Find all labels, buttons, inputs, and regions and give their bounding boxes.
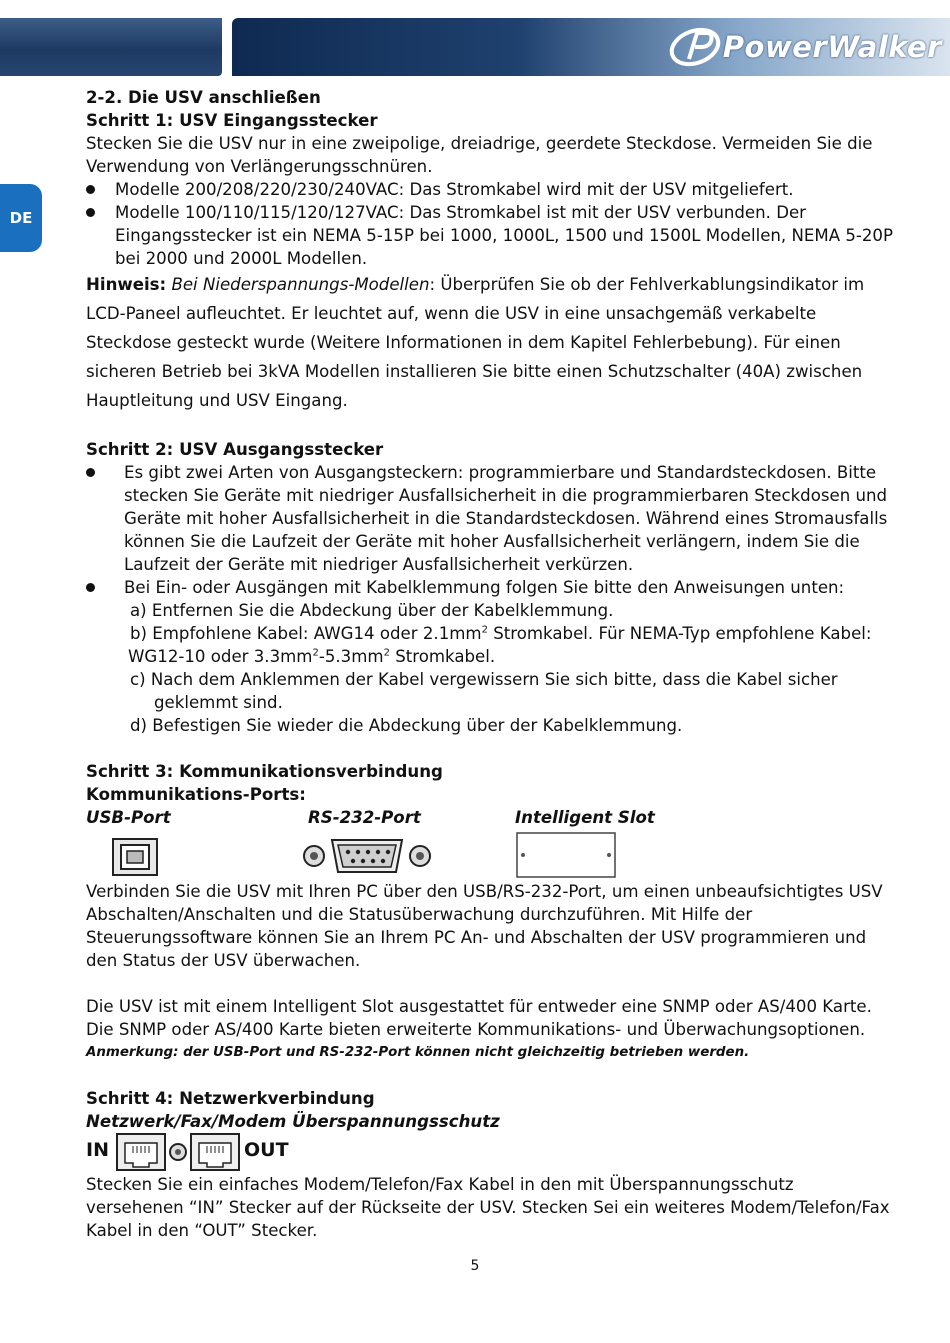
- language-tab: [0, 184, 42, 252]
- item-b-sup3: 2: [383, 647, 390, 659]
- step2-title: Schritt 2: USV Ausgangsstecker: [86, 440, 384, 459]
- intelligent-slot-icon: [516, 832, 618, 880]
- item-b-text-1: b) Empfohlene Kabel: AWG14 oder 2.1mm: [130, 624, 482, 643]
- logo-text: PowerWalker: [722, 30, 942, 64]
- logo-swoosh-icon: [667, 25, 723, 69]
- usb-port-label: USB-Port: [86, 808, 171, 827]
- section-title: 2-2. Die USV anschließen: [86, 88, 321, 107]
- step2-bullet-2: Bei Ein- oder Ausgängen mit Kabelklemmung folgen Sie bitte den Anweisungen unten:: [86, 576, 896, 599]
- step2-item-a: a) Entfernen Sie die Abdeckung über der Kabelklemmung.: [130, 601, 614, 620]
- port-images: [86, 830, 896, 880]
- item-b-text-3: WG12-10 oder 3.3mm: [128, 647, 313, 666]
- step4-para: Stecken Sie ein einfaches Modem/Telefon/Fax Kabel in den mit Überspannungsschutz versehenen “IN” Stecker auf der Rückseite der USV. Stecken Sei ein weiteres Modem/Telefon/Fax Kabel in den “OUT” Stecker.: [86, 1175, 890, 1240]
- step3-note: Anmerkung: der USB-Port und RS-232-Port können nicht gleichzeitig betrieben werden.: [86, 1045, 750, 1060]
- item-c-text-1: c) Nach dem Anklemmen der Kabel vergewissern Sie sich bitte, dass die Kabel sicher: [130, 670, 838, 689]
- hinweis-label: Hinweis:: [86, 275, 167, 294]
- step3-subtitle: Kommunikations-Ports:: [86, 785, 306, 804]
- item-b-sup2: 2: [312, 647, 319, 659]
- in-label: IN: [86, 1139, 109, 1161]
- step1-bullet-2: Modelle 100/110/115/120/127VAC: Das Stromkabel ist mit der USV verbunden. Der Eingangsstecker ist ein NEMA 5-15P bei 1000, 1000L, 1500 und 1500L Modellen, NEMA 5-20P bei 2000 und 2000L Modellen.: [86, 201, 896, 270]
- step3-title: Schritt 3: Kommunikationsverbindung: [86, 762, 443, 781]
- step3-para-2: Die USV ist mit einem Intelligent Slot ausgestattet für entweder eine SNMP oder AS/400 Karte. Die SNMP oder AS/400 Karte bieten erweiterte Kommunikations- und Überwachungsoptionen.: [86, 997, 872, 1039]
- step1-bullet-1: Modelle 200/208/220/230/240VAC: Das Stromkabel wird mit der USV mitgeliefert.: [86, 178, 896, 201]
- rs232-port-icon: [302, 836, 432, 876]
- step1-title: Schritt 1: USV Eingangsstecker: [86, 111, 378, 130]
- step1-intro: Stecken Sie die USV nur in eine zweipolige, dreiadrige, geerdete Steckdose. Vermeiden Sie die Verwendung von Verlängerungsschnüren.: [86, 134, 873, 176]
- language-tab-label: DE: [9, 209, 33, 227]
- rj11-jacks-icon: [116, 1133, 240, 1171]
- port-labels: [86, 806, 896, 830]
- step3-para-1: Verbinden Sie die USV mit Ihren PC über den USB/RS-232-Port, um einen unbeaufsichtigtes USV Abschalten/Anschalten und die Statusüberwachung durchzuführen. Mit Hilfe der Steuerungssoftware können Sie an Ihrem PC An- und Abschalten der USV programmieren und den Status der USV überwachen.: [86, 882, 883, 970]
- item-b-text-5: Stromkabel.: [389, 647, 496, 666]
- step4-subtitle: Netzwerk/Fax/Modem Überspannungsschutz: [86, 1112, 500, 1131]
- usb-port-icon: [112, 838, 160, 878]
- step4-title: Schritt 4: Netzwerkverbindung: [86, 1089, 375, 1108]
- item-b-text-4: -5.3mm: [318, 647, 384, 666]
- item-b-sup: 2: [481, 624, 488, 636]
- intelligent-slot-label: Intelligent Slot: [515, 808, 655, 827]
- item-b-text-2: Stromkabel. Für NEMA-Typ empfohlene Kabel:: [487, 624, 872, 643]
- page-number: 5: [470, 1258, 480, 1274]
- powerwalker-logo: [667, 22, 942, 72]
- network-ports: [86, 1133, 896, 1173]
- step1-hinweis: [86, 270, 896, 415]
- rs232-port-label: RS-232-Port: [308, 808, 421, 827]
- step2-item-b: [86, 622, 896, 668]
- out-label: OUT: [244, 1139, 289, 1161]
- hinweis-text: : Überprüfen Sie ob der Fehlverkablungsindikator im LCD-Paneel aufleuchtet. Er leuchtet auf, wenn die USV in eine unsachgemäß verkabelte Steckdose gesteckt wurde (Weitere Informationen in dem Kapitel Fehlerbebung). Für einen sicheren Betrieb bei 3kVA Modellen installieren Sie bitte einen Schutzschalter (40A) zwischen Hauptleitung und USV Eingang.: [86, 275, 865, 410]
- page-content: [86, 86, 896, 1242]
- page-header: [0, 0, 950, 80]
- step2-item-c: [86, 668, 896, 714]
- item-c-text-2: geklemmt sind.: [154, 693, 283, 712]
- step2-item-d: d) Befestigen Sie wieder die Abdeckung über der Kabelklemmung.: [130, 716, 683, 735]
- hinweis-italic: Bei Niederspannungs-Modellen: [171, 275, 430, 294]
- header-left-bar: [0, 18, 222, 76]
- step2-bullet-1: Es gibt zwei Arten von Ausgangsteckern: programmierbare und Standardsteckdosen. Bitte stecken Sie Geräte mit niedriger Ausfallsicherheit in die programmierbaren Steckdosen und Geräte mit hoher Ausfallsicherheit in die Standardsteckdosen. Während eines Stromausfalls können Sie die Laufzeit der Geräte mit hoher Ausfallsicherheit verlängern, indem Sie die Laufzeit der Geräte mit niedriger Ausfallsicherheit verkürzen.: [86, 461, 896, 576]
